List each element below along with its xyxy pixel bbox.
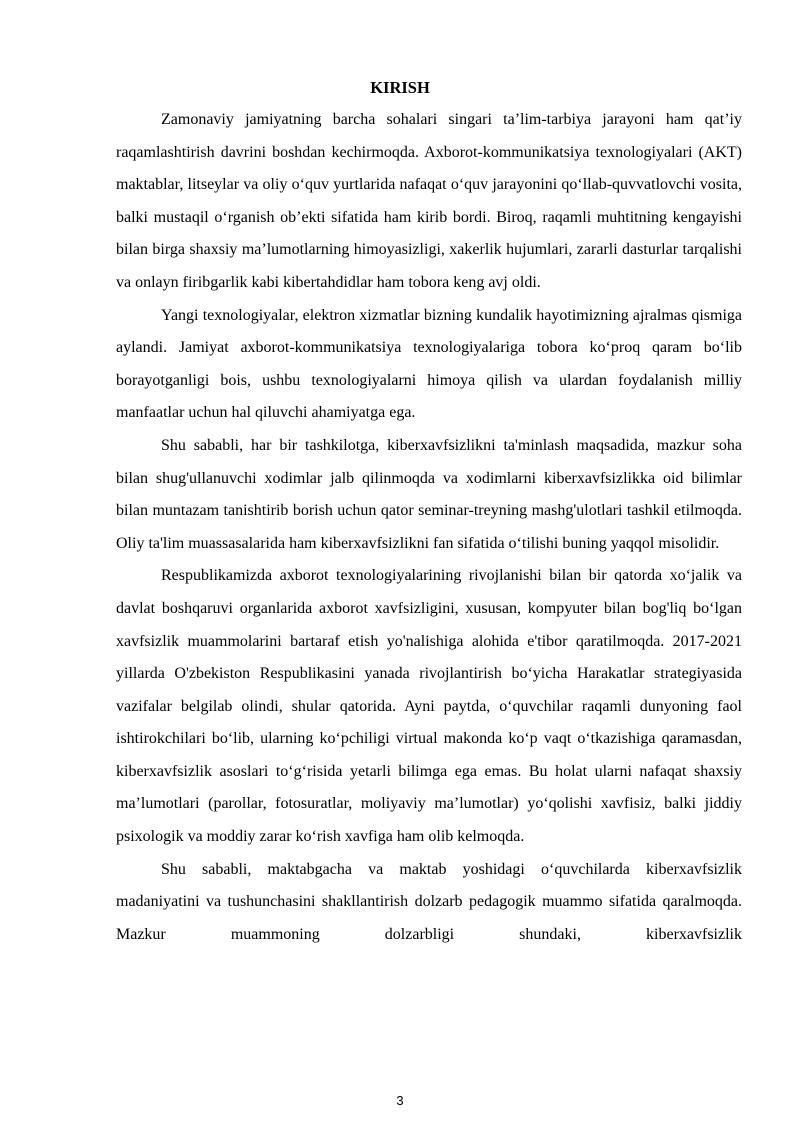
page-number: 3 (396, 1093, 404, 1108)
paragraph-1: Zamonaviy jamiyatning barcha sohalari singari ta’lim-tarbiya jarayoni ham qat’iy raqamlashtirish davrini boshdan kechirmoqda. Axborot-kommunikatsiya texnologiyalari (AKT) maktablar, litseylar va oliy o‘quv yurtlarida nafaqat o‘quv jarayonini qo‘llab-quvvatlovchi vosita, balki mustaqil o‘rganish ob’ekti sifatida ham kirib bordi. Biroq, raqamli muhtitning kengayishi bilan birga shaxsiy ma’lumotlarning himoyasizligi, xakerlik hujumlari, zararli dasturlar tarqalishi va onlayn firibgarlik kabi kibertahdidlar ham tobora keng avj oldi. (116, 111, 742, 291)
section-title: KIRISH (370, 78, 430, 97)
paragraph-5: Shu sababli, maktabgacha va maktab yoshidagi o‘quvchilarda kiberxavfsizlik madaniyatini va tushunchasini shakllantirish dolzarb pedagogik muammo sifatida qaralmoqda. Mazkur muammoning dolzarbligi shundaki, kiberxavfsizlik (116, 860, 742, 943)
paragraph-3: Shu sababli, har bir tashkilotga, kiberxavfsizlikni ta'minlash maqsadida, mazkur soha bilan shug'ullanuvchi xodimlar jalb qilinmoqda va xodimlarni kiberxavfsizlikka oid bilimlar bilan muntazam tanishtirib borish uchun qator seminar-treyning mashg'ulotlari tashkil etilmoqda. Oliy ta'lim muassasalarida ham kiberxavfsizlikni fan sifatida o‘tilishi buning yaqqol misolidir. (116, 436, 742, 552)
paragraph-4: Respublikamizda axborot texnologiyalarining rivojlanishi bilan bir qatorda xo‘jalik va davlat boshqaruvi organlarida axborot xavfsizligini, xususan, kompyuter bilan bog'liq bo‘lgan xavfsizlik muammolarini bartaraf etish yo'nalishiga alohida e'tibor qaratilmoqda. 2017-2021 yillarda O'zbekiston Respublikasini yanada rivojlantirish bo‘yicha Harakatlar strategiyasida vazifalar belgilab olindi, shular qatorida. Ayni paytda, o‘quvchilar raqamli dunyoning faol ishtirokchilari bo‘lib, ularning ko‘pchiligi virtual makonda ko‘p vaqt o‘tkazishiga qaramasdan, kiberxavfsizlik asoslari to‘g‘risida yetarli bilimga ega emas. Bu holat ularni nafaqat shaxsiy ma’lumotlari (parollar, fotosuratlar, moliyaviy ma’lumotlar) yo‘qolishi xavfisiz, balki jiddiy psixologik va moddiy zarar ko‘rish xavfiga ham olib kelmoqda. (116, 567, 742, 846)
paragraph-2: Yangi texnologiyalar, elektron xizmatlar bizning kundalik hayotimizning ajralmas qismiga aylandi. Jamiyat axborot-kommunikatsiya texnologiyalariga tobora ko‘proq qaram bo‘lib borayotganligi bois, ushbu texnologiyalarni himoya qilish va ulardan foydalanish milliy manfaatlar uchun hal qiluvchi ahamiyatga ega. (116, 306, 742, 422)
document-body (116, 104, 742, 951)
